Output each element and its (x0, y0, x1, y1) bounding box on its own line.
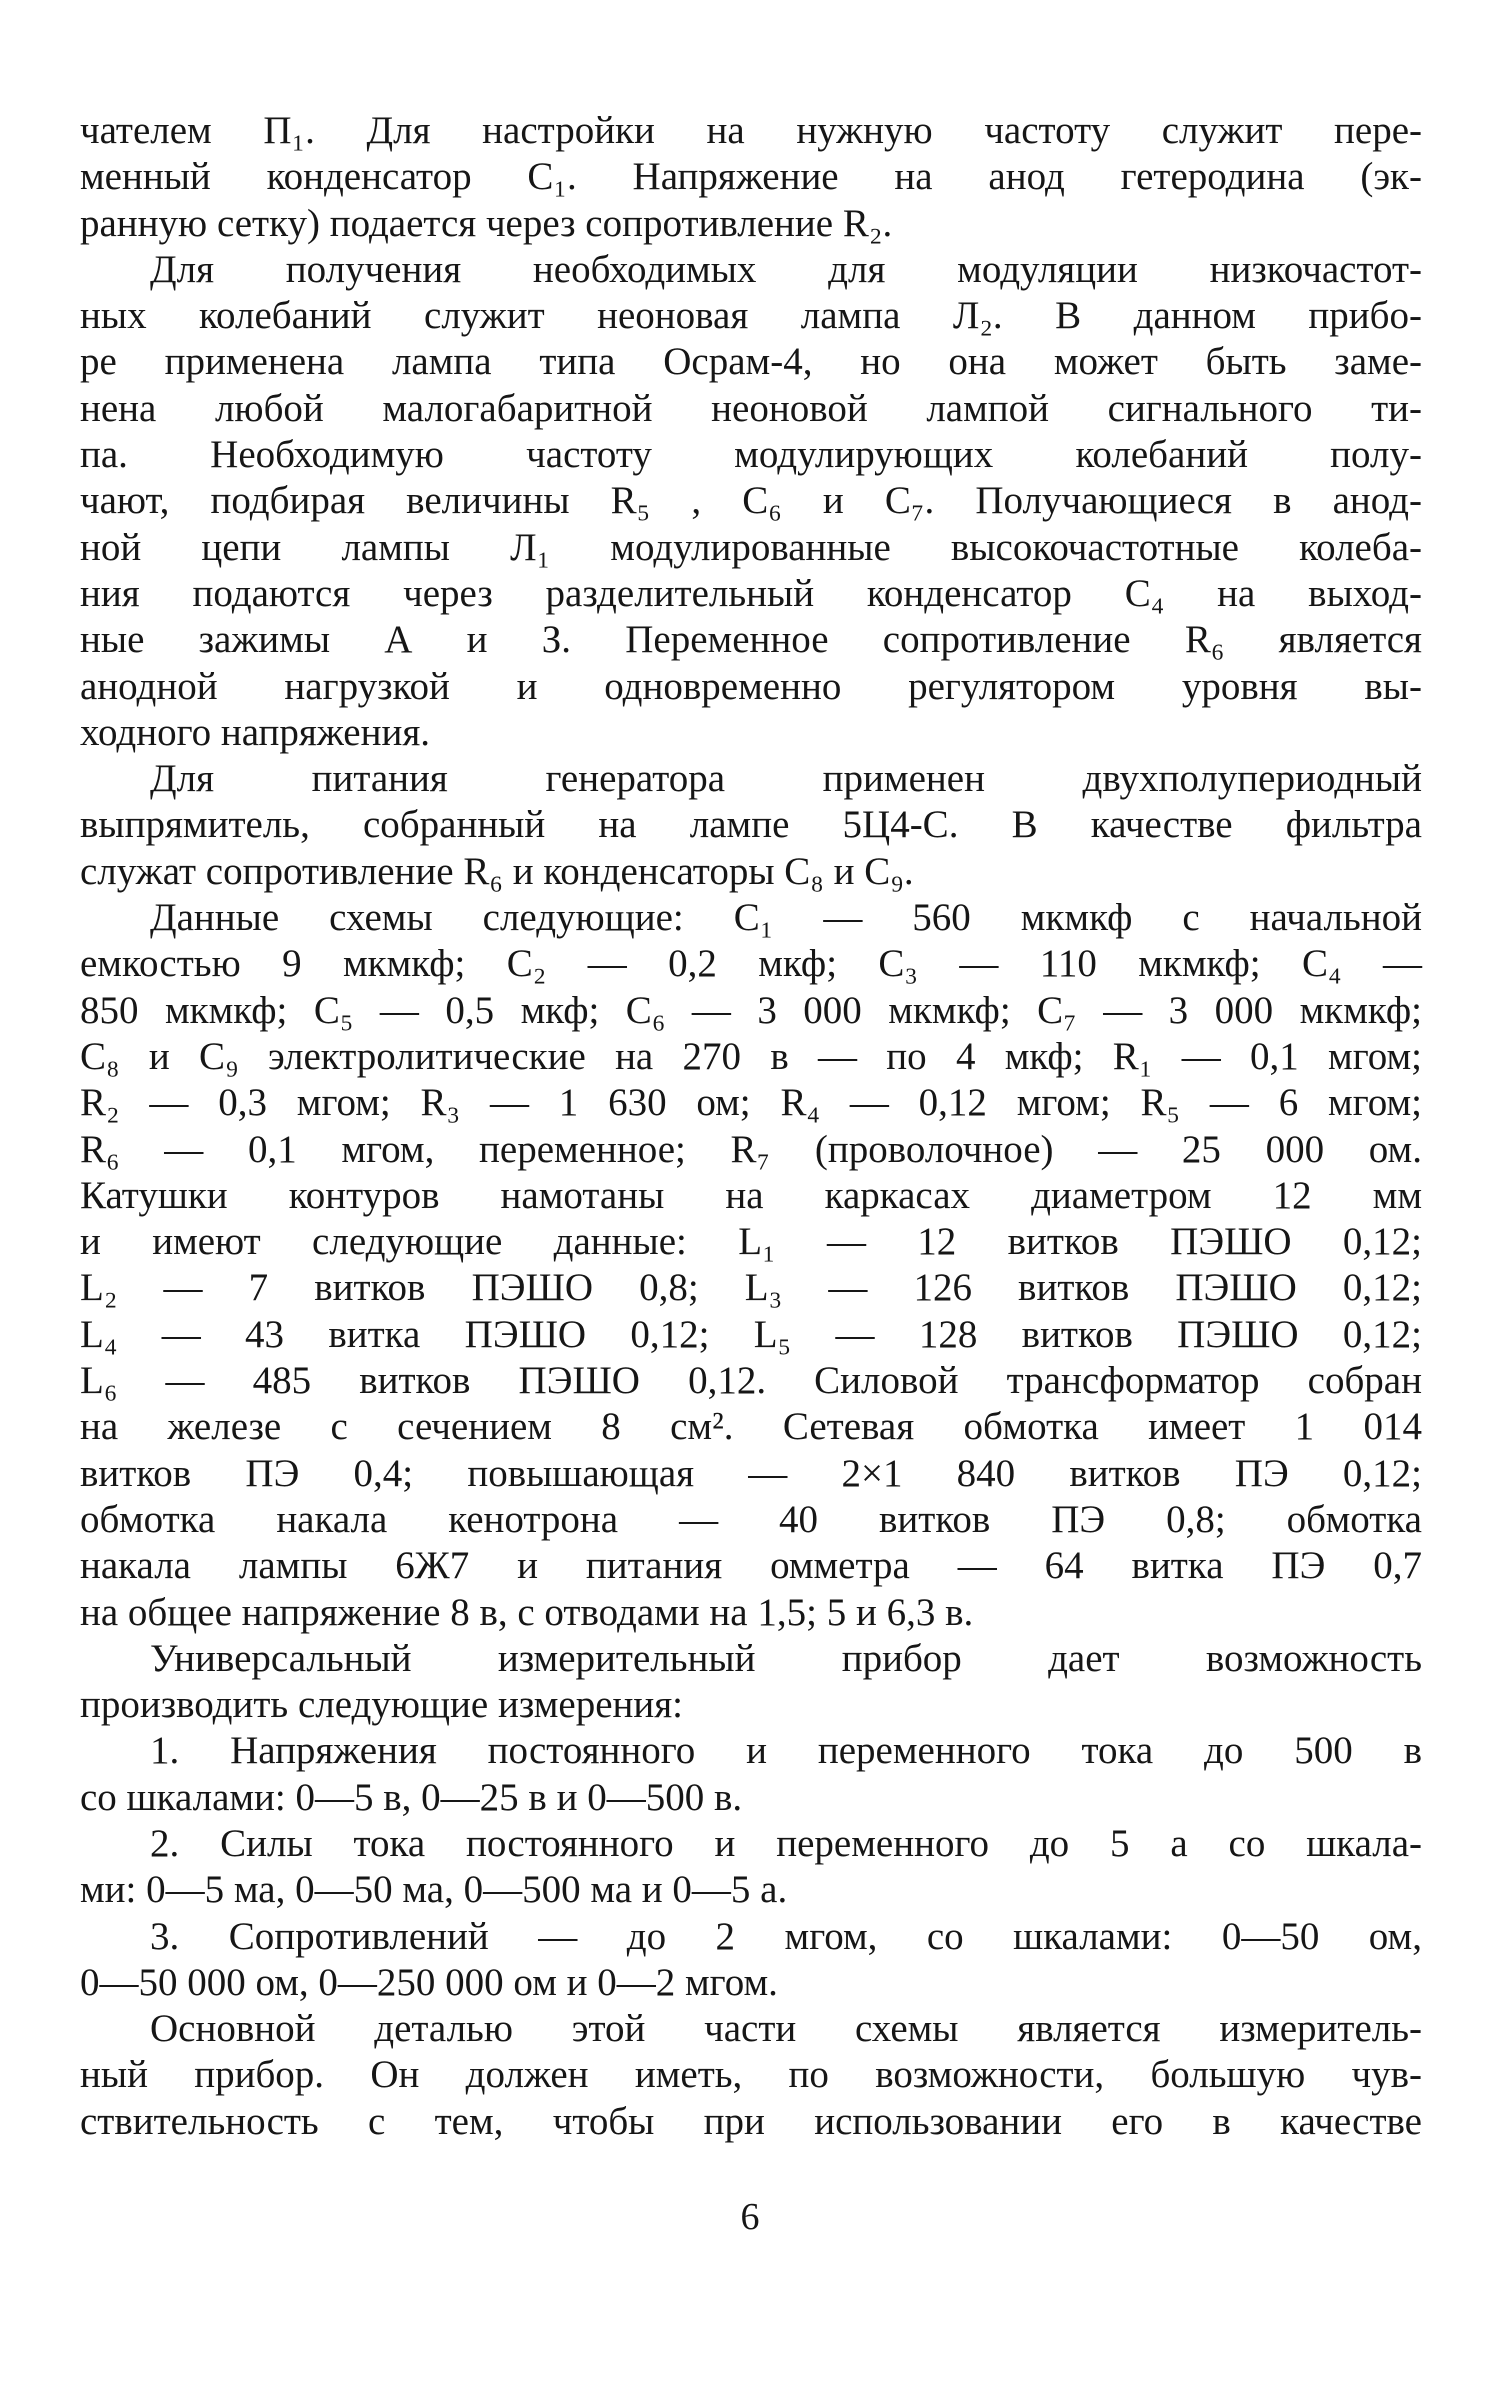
text-line: производить следующие измерения: (80, 1683, 684, 1727)
text-line: 3. Сопротивлений — до 2 мгом, со шкалами: 0—50 ом, (150, 1914, 1422, 1958)
text-line: на общее напряжение 8 в, с отводами на 1,5; 5 и 6,3 в. (80, 1590, 974, 1634)
text-line: накала лампы 6Ж7 и питания омметра — 64 витка ПЭ 0,7 (80, 1544, 1422, 1588)
text-line: чателем П₁. Для настройки на нужную частоту служит пере- (80, 109, 1422, 152)
text-line: менный конденсатор C₁. Напряжение на анод гетеродина (эк- (80, 155, 1422, 199)
text-line: на железе с сечением 8 см². Сетевая обмотка имеет 1 014 (80, 1405, 1422, 1449)
text-line: обмотка накала кенотрона — 40 витков ПЭ 0,8; обмотка (80, 1497, 1422, 1541)
text-line: 850 мкмкф; C₅ — 0,5 мкф; C₆ — 3 000 мкмкф; C₇ — 3 000 мкмкф; (80, 988, 1422, 1032)
text-line: ных колебаний служит неоновая лампа Л₂. В данном прибо- (80, 294, 1422, 338)
text-line: Для питания генератора применен двухполупериодный (150, 757, 1422, 801)
text-line: ствительность с тем, чтобы при использовании его в качестве (80, 2099, 1422, 2143)
text-line: служат сопротивление R₆ и конденсаторы C₈ и C₉. (80, 849, 914, 893)
text-line: 0—50 000 ом, 0—250 000 ом и 0—2 мгом. (80, 1960, 778, 2004)
text-line: со шкалами: 0—5 в, 0—25 в и 0—500 в. (80, 1775, 743, 1819)
text-line: Для получения необходимых для модуляции низкочастот- (150, 247, 1422, 291)
text-line: нена любой малогабаритной неоновой лампой сигнального ти- (80, 386, 1422, 430)
text-line: ходного напряжения. (80, 710, 431, 754)
text-line: R₆ — 0,1 мгом, переменное; R₇ (проволочное) — 25 000 ом. (80, 1127, 1422, 1171)
text-line: па. Необходимую частоту модулирующих колебаний полу- (80, 433, 1422, 477)
text-line: Универсальный измерительный прибор дает возможность (150, 1636, 1422, 1680)
text-line: L₆ — 485 витков ПЭШО 0,12. Силовой трансформатор собран (80, 1359, 1422, 1403)
text-line: ранную сетку) подается через сопротивление R₂. (80, 201, 893, 245)
text-line: ми: 0—5 ма, 0—50 ма, 0—500 ма и 0—5 а. (80, 1868, 788, 1912)
text-line: выпрямитель, собранный на лампе 5Ц4-С. В качестве фильтра (80, 803, 1422, 847)
text-line: ния подаются через разделительный конденсатор C₄ на выход- (80, 571, 1422, 615)
text-line: Катушки контуров намотаны на каркасах диаметром 12 мм (80, 1173, 1422, 1217)
page-body (80, 108, 1422, 2145)
text-line: витков ПЭ 0,4; повышающая — 2×1 840 витков ПЭ 0,12; (80, 1451, 1422, 1495)
text-line: ный прибор. Он должен иметь, по возможности, большую чув- (80, 2053, 1422, 2097)
text-line: чают, подбирая величины R₅ , C₆ и C₇. Получающиеся в анод- (80, 479, 1422, 523)
text-line: L₄ — 43 витка ПЭШО 0,12; L₅ — 128 витков ПЭШО 0,12; (80, 1312, 1422, 1356)
text-line: ре применена лампа типа Осрам-4, но она может быть заме- (80, 340, 1422, 384)
text-line: 1. Напряжения постоянного и переменного тока до 500 в (150, 1729, 1422, 1773)
text-line: L₂ — 7 витков ПЭШО 0,8; L₃ — 126 витков ПЭШО 0,12; (80, 1266, 1422, 1310)
text-line: Данные схемы следующие: C₁ — 560 мкмкф с начальной (150, 896, 1422, 940)
text-line: Основной деталью этой части схемы является измеритель- (150, 2007, 1422, 2051)
text-line: R₂ — 0,3 мгом; R₃ — 1 630 ом; R₄ — 0,12 мгом; R₅ — 6 мгом; (80, 1081, 1422, 1125)
text-line: ные зажимы А и З. Переменное сопротивление R₆ является (80, 618, 1422, 662)
text-line: анодной нагрузкой и одновременно регулятором уровня вы- (80, 664, 1422, 708)
text-line: ной цепи лампы Л₁ модулированные высокочастотные колеба- (80, 525, 1422, 569)
text-line: емкостью 9 мкмкф; C₂ — 0,2 мкф; C₃ — 110 мкмкф; C₄ — (80, 942, 1422, 986)
text-line: C₈ и C₉ электролитические на 270 в — по 4 мкф; R₁ — 0,1 мгом; (80, 1034, 1422, 1078)
text-line: 2. Силы тока постоянного и переменного до 5 а со шкала- (150, 1821, 1422, 1865)
text-line: и имеют следующие данные: L₁ — 12 витков ПЭШО 0,12; (80, 1220, 1422, 1264)
page-number: 6 (740, 2196, 760, 2238)
